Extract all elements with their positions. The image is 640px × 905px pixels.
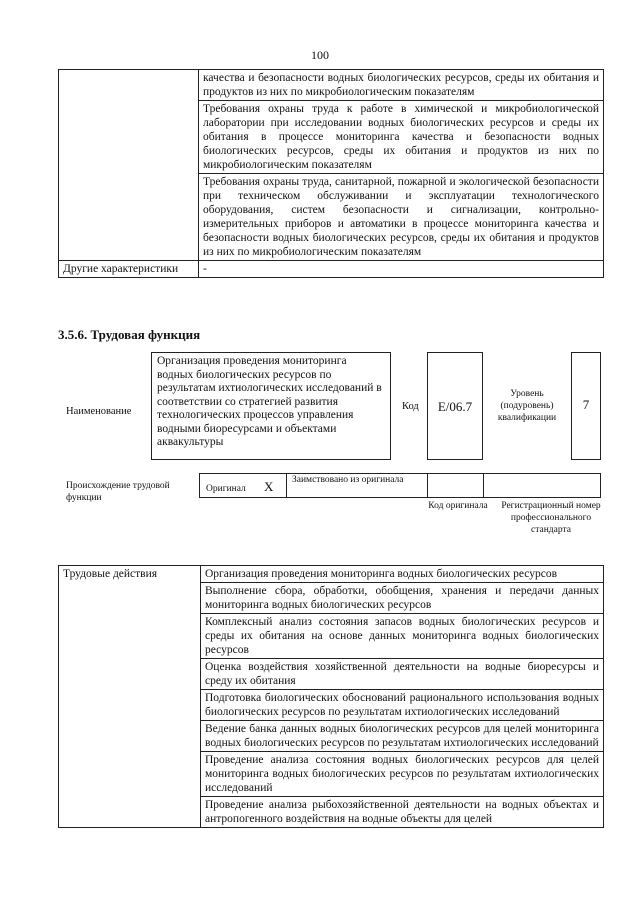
labor-action-item: Ведение банка данных водных биологических ресурсов для целей мониторинга водных биологических ресурсов по результатам ихтиологических исследований (201, 721, 604, 752)
page-number: 100 (311, 48, 329, 62)
level-value: 7 (571, 352, 601, 460)
original-label: Оригинал (206, 484, 246, 494)
table-cell-empty (59, 70, 199, 261)
labor-action-item: Подготовка биологических обоснований рационального использования водных биологических ресурсов по результатам ихтиологических исследований (201, 690, 604, 721)
labor-actions-table (58, 565, 604, 828)
labor-action-item: Выполнение сбора, обработки, обобщения, хранения и передачи данных мониторинга водных биологических ресурсов (201, 583, 604, 614)
function-name-value: Организация проведения мониторинга водных биологических ресурсов по результатам ихтиологических исследований в соответствии со стратегией развития технологических процессов управления водными биоресурсами и объектами аквакультуры (151, 352, 391, 460)
other-characteristics-value: - (199, 261, 604, 278)
knowledge-item: качества и безопасности водных биологических ресурсов, среды их обитания и продуктов из них по микробиологическим показателям (199, 70, 604, 101)
registration-number-caption: Регистрационный номер профессионального стандарта (501, 501, 601, 535)
origin-row (199, 473, 601, 498)
labor-action-item: Оценка воздействия хозяйственной деятельности на водные биоресурсы и среду их обитания (201, 659, 604, 690)
code-label: Код (402, 401, 419, 412)
original-mark: X (264, 479, 274, 494)
name-label: Наименование (66, 406, 132, 417)
labor-action-item: Проведение анализа рыбохозяйственной деятельности на водных объектах и антропогенного воздействия на водные объекты для целей (201, 797, 604, 828)
code-original-caption: Код оригинала (428, 501, 488, 511)
knowledge-table (58, 69, 604, 278)
origin-label: Происхождение трудовой функции (66, 481, 170, 503)
other-characteristics-label: Другие характеристики (59, 261, 199, 278)
borrowed-label: Заимствовано из оригинала (292, 475, 404, 485)
section-title: 3.5.6. Трудовая функция (58, 327, 201, 342)
labor-actions-label: Трудовые действия (59, 566, 201, 828)
divider (483, 474, 484, 497)
table-row (59, 261, 604, 278)
knowledge-item: Требования охраны труда к работе в химической и микробиологической лаборатории при исследовании водных биологических ресурсов и среды их обитания в процессе мониторинга качества и безопасности водных биологических ресурсов, среды их обитания и продуктов из них по микробиологическим показателям (199, 101, 604, 174)
table-row (59, 70, 604, 101)
divider (427, 474, 428, 497)
labor-action-item: Проведение анализа состояния водных биологических ресурсов для целей мониторинга водных биологических ресурсов по результатам ихтиологических исследований (201, 752, 604, 797)
labor-action-item: Организация проведения мониторинга водных биологических ресурсов (201, 566, 604, 583)
knowledge-item: Требования охраны труда, санитарной, пожарной и экологической безопасности при техническом обслуживании и эксплуатации технологического оборудования, систем безопасности и сигнализации, контрольно-измерительных приборов и автоматики в процессе мониторинга качества и безопасности водных биологических ресурсов, среды их обитания и продуктов из них по микробиологическим показателям (199, 174, 604, 261)
divider (286, 474, 287, 497)
table-row (59, 566, 604, 583)
labor-action-item: Комплексный анализ состояния запасов водных биологических ресурсов и среды их обитания на основе данных мониторинга водных биологических ресурсов (201, 614, 604, 659)
level-label: Уровень (подуровень) квалификации (497, 389, 557, 423)
code-value: E/06.7 (427, 352, 483, 460)
